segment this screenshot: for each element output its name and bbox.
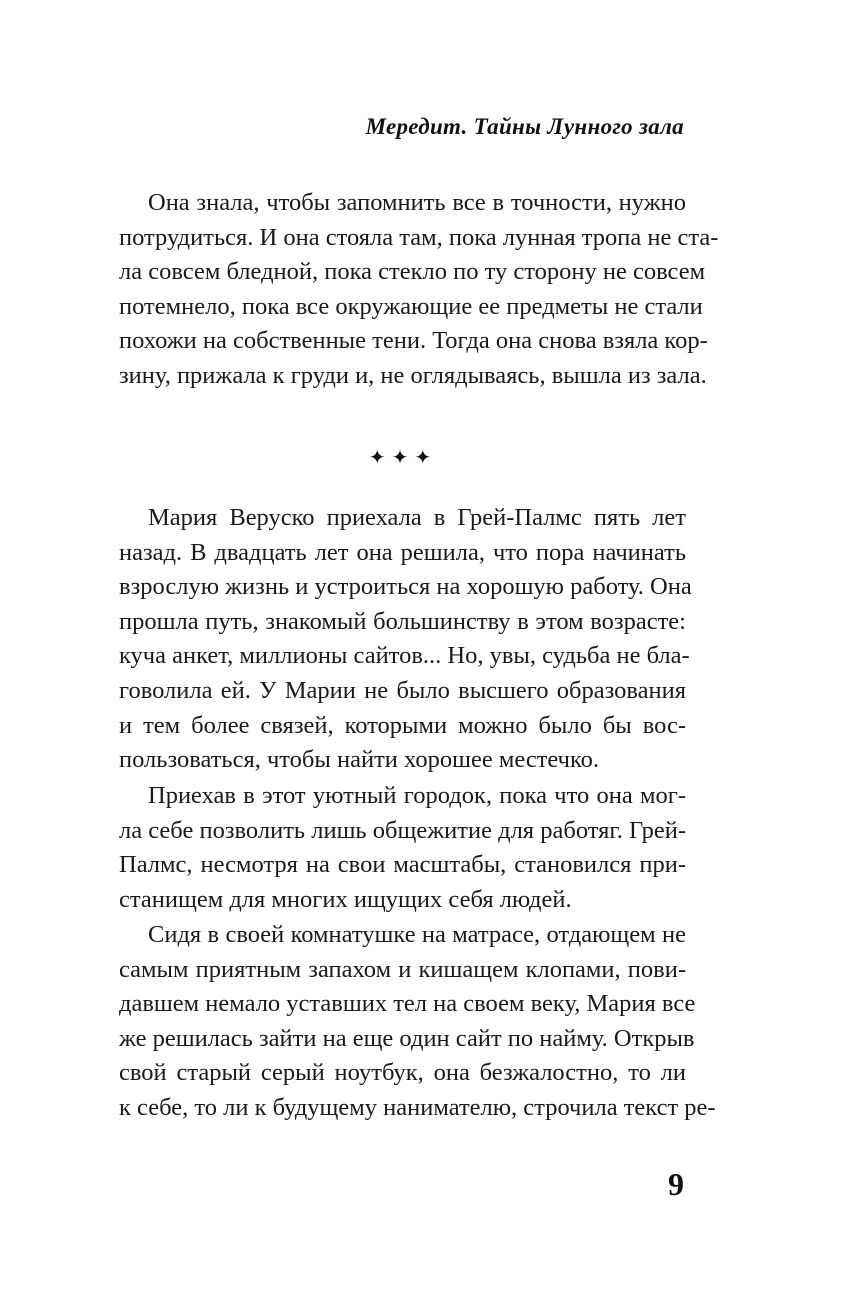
text-line: куча анкет, миллионы сайтов... Но, увы, судьба не бла- — [119, 642, 690, 670]
text-line: потрудиться. И она стояла там, пока лунная тропа не ста- — [119, 223, 719, 251]
text-line: станищем для многих ищущих себя людей. — [119, 885, 572, 913]
text-line: и тем более связей, которыми можно было бы вос- — [119, 711, 686, 739]
page-number: 9 — [668, 1166, 684, 1202]
paragraph-3 — [119, 779, 686, 917]
text-line: же решилась зайти на еще один сайт по найму. Открыв — [119, 1024, 695, 1052]
text-line: Мария Веруско приехала в Грей-Палмс пять лет — [148, 504, 686, 531]
text-line: давшем немало уставших тел на своем веку, Мария все — [119, 990, 696, 1018]
paragraph-4 — [119, 918, 716, 1126]
section-separator: ✦✦✦ — [368, 445, 438, 469]
text-line: говолила ей. У Марии не было высшего образования — [119, 676, 686, 704]
text-line: Палмс, несмотря на свои масштабы, становился при- — [119, 851, 686, 879]
text-line: Приехав в этот уютный городок, пока что она мог- — [148, 782, 686, 809]
text-line: пользоваться, чтобы найти хорошее местечко. — [119, 746, 600, 774]
text-line: похожи на собственные тени. Тогда она снова взяла кор- — [119, 327, 708, 355]
text-line: Она знала, чтобы запомнить все в точности, нужно — [148, 189, 686, 216]
paragraph-2 — [119, 501, 692, 778]
text-line: прошла путь, знакомый большинству в этом возрасте: — [119, 607, 686, 635]
text-line: взрослую жизнь и устроиться на хорошую работу. Она — [119, 573, 692, 601]
paragraph-1 — [119, 186, 719, 394]
text-line: потемнело, пока все окружающие ее предметы не стали — [119, 292, 703, 320]
text-line: назад. В двадцать лет она решила, что пора начинать — [119, 538, 686, 566]
text-line: свой старый серый ноутбук, она безжалостно, то ли — [119, 1059, 686, 1087]
running-head: Мередит. Тайны Лунного зала — [365, 114, 684, 139]
text-line: ла себе позволить лишь общежитие для работяг. Грей- — [119, 816, 686, 844]
text-line: к себе, то ли к будущему нанимателю, строчила текст ре- — [119, 1093, 716, 1121]
text-line: Сидя в своей комнатушке на матрасе, отдающем не — [148, 921, 686, 948]
text-line: зину, прижала к груди и, не оглядываясь, вышла из зала. — [119, 361, 707, 389]
text-line: самым приятным запахом и кишащем клопами, пови- — [119, 955, 686, 983]
text-line: ла совсем бледной, пока стекло по ту сторону не совсем — [119, 258, 706, 286]
